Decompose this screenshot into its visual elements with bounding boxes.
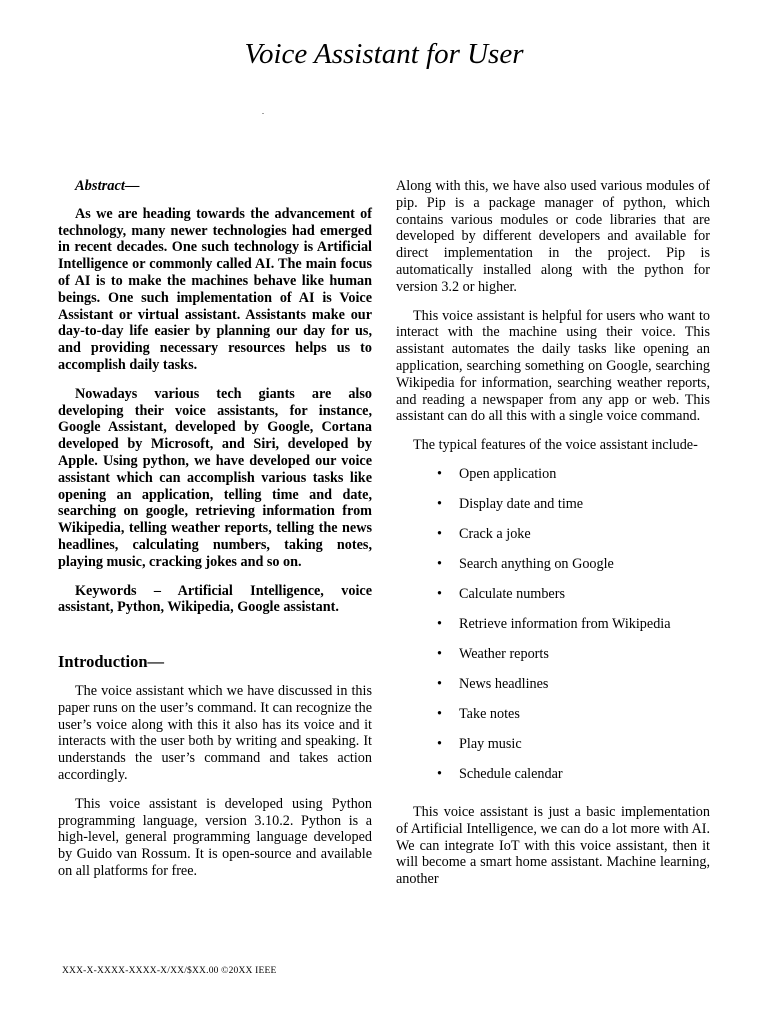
list-item xyxy=(396,466,710,496)
feature-label: Play music xyxy=(459,735,522,752)
feature-label: Display date and time xyxy=(459,495,584,512)
bullet-icon: • xyxy=(437,645,442,662)
features-intro: The typical features of the voice assistant include- xyxy=(413,437,698,454)
feature-label: Crack a joke xyxy=(459,525,531,542)
bullet-icon: • xyxy=(437,615,442,632)
paper-title: Voice Assistant for User xyxy=(244,38,524,70)
introduction-paragraph-2: This voice assistant is developed using Python programming language, version 3.10.2. Python is a high-level, general programming language developed by Guido van Rossum. It is open-source and available on all platforms for free. xyxy=(58,795,372,879)
bullet-icon: • xyxy=(437,765,442,782)
bullet-icon: • xyxy=(437,705,442,722)
feature-list xyxy=(396,466,710,796)
bullet-icon: • xyxy=(437,675,442,692)
abstract-paragraph-2: Nowadays various tech giants are also developing their voice assistants, for instance, Google Assistant, developed by Google, Cortana developed by Microsoft, and Siri, developed by Apple. Using python, we have developed our voice assistant which can accomplish various tasks like opening an application, telling time and date, searching on google, retrieving information from Wikipedia, telling weather reports, telling the news headlines, calculating numbers, taking notes, playing music, cracking jokes and so on. xyxy=(58,385,372,570)
list-item xyxy=(396,766,710,796)
closing-paragraph: This voice assistant is just a basic implementation of Artificial Intelligence, we can do a lot more with AI. We can integrate IoT with this voice assistant, then it will become a smart home assistant. Machine learning, another xyxy=(396,803,710,888)
bullet-icon: • xyxy=(437,735,442,752)
feature-label: Schedule calendar xyxy=(459,765,563,782)
bullet-icon: • xyxy=(437,495,442,512)
list-item xyxy=(396,616,710,646)
list-item xyxy=(396,556,710,586)
feature-label: Retrieve information from Wikipedia xyxy=(459,615,671,632)
feature-label: Open application xyxy=(459,465,557,482)
bullet-icon: • xyxy=(437,465,442,482)
feature-label: Weather reports xyxy=(459,645,549,662)
list-item xyxy=(396,676,710,706)
right-column xyxy=(396,178,710,900)
feature-label: Take notes xyxy=(459,705,520,722)
list-item xyxy=(396,706,710,736)
keywords: Keywords – Artificial Intelligence, voice assistant, Python, Wikipedia, Google assistant. xyxy=(58,582,372,616)
list-item xyxy=(396,496,710,526)
bullet-icon: • xyxy=(437,585,442,602)
list-item xyxy=(396,526,710,556)
bullet-icon: • xyxy=(437,555,442,572)
list-item xyxy=(396,736,710,766)
feature-label: Calculate numbers xyxy=(459,585,565,602)
pip-paragraph: Along with this, we have also used various modules of pip. Pip is a package manager of python, which contains various modules or code libraries that are developed by different developers and available for direct implementation in the project. Pip is automatically installed along with the python for version 3.2 or higher. xyxy=(396,178,710,295)
bullet-icon: • xyxy=(437,525,442,542)
abstract-paragraph-1: As we are heading towards the advancement of technology, many newer technologies had emerged in recent decades. One such technology is Artificial Intelligence or commonly called AI. The main focus of AI is to make the machines behave like human beings. One such implementation of AI is Voice Assistant or virtual assistant. Assistants make our day-to-day life easier by planning our day for us, and providing necessary resources helps us to accomplish daily tasks. xyxy=(58,205,372,373)
introduction-paragraph-1: The voice assistant which we have discussed in this paper runs on the user’s command. It can recognize the user’s voice along with this it also has its voice and it interacts with the user both by writing and speaking. It understands the user’s command and takes action accordingly. xyxy=(58,682,372,783)
left-column xyxy=(58,178,372,892)
feature-label: News headlines xyxy=(459,675,549,692)
introduction-heading: Introduction— xyxy=(58,652,165,672)
feature-label: Search anything on Google xyxy=(459,555,614,572)
helpful-paragraph: This voice assistant is helpful for users who want to interact with the machine using their voice. This assistant automates the daily tasks like opening an application, searching something on Google, searching Wikipedia for information, searching weather reports, and reading a newspaper from any app or web. This assistant can do all this with a single voice command. xyxy=(396,307,710,425)
list-item xyxy=(396,586,710,616)
copyright-footer: XXX-X-XXXX-XXXX-X/XX/$XX.00 ©20XX IEEE xyxy=(62,966,277,976)
stray-mark: . xyxy=(262,107,264,116)
list-item xyxy=(396,646,710,676)
abstract-heading: Abstract— xyxy=(75,178,140,194)
